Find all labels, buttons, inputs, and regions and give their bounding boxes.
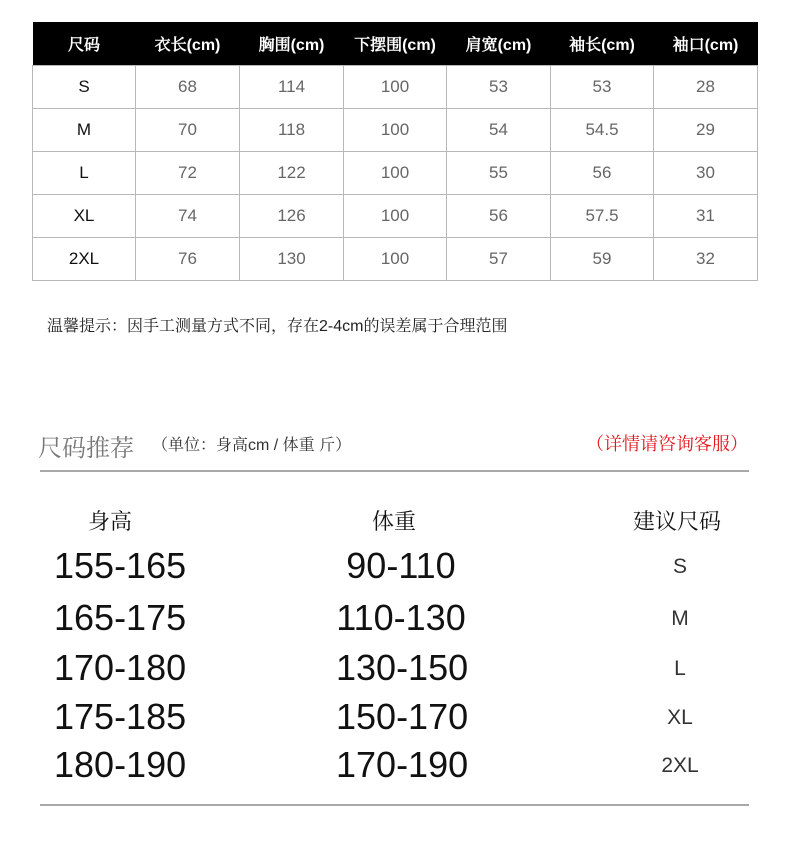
cell-shoulder: 53 <box>447 66 551 109</box>
recommendation-row <box>0 545 790 595</box>
cell-length: 68 <box>136 66 240 109</box>
rec-height: 175-185 <box>54 696 187 737</box>
header-chest: 胸围(cm) <box>240 22 344 66</box>
table-row <box>33 238 758 281</box>
rec-height: 165-175 <box>54 597 187 638</box>
header-suggested-size: 建议尺码 <box>633 509 722 534</box>
divider-bottom <box>40 804 749 806</box>
divider-top <box>40 470 749 472</box>
rec-height: 155-165 <box>54 545 187 586</box>
cell-length: 76 <box>136 238 240 281</box>
header-weight: 体重 <box>372 509 417 534</box>
table-row <box>33 109 758 152</box>
cell-cuff: 29 <box>654 109 758 152</box>
header-height: 身高 <box>88 509 133 534</box>
rec-size: 2XL <box>661 754 699 777</box>
cell-hem: 100 <box>344 109 447 152</box>
cell-sleeve-length: 56 <box>551 152 654 195</box>
header-length: 衣长(cm) <box>136 22 240 66</box>
cell-shoulder: 54 <box>447 109 551 152</box>
header-size: 尺码 <box>33 22 136 66</box>
cell-size: M <box>33 109 136 152</box>
cell-cuff: 31 <box>654 195 758 238</box>
cell-shoulder: 57 <box>447 238 551 281</box>
rec-height: 180-190 <box>54 744 187 785</box>
header-hem: 下摆围(cm) <box>344 22 447 66</box>
table-row <box>33 195 758 238</box>
recommendation-row <box>0 647 790 697</box>
cell-shoulder: 56 <box>447 195 551 238</box>
rec-size: S <box>672 555 687 578</box>
recommendation-row <box>0 597 790 647</box>
cell-chest: 130 <box>240 238 344 281</box>
table-row <box>33 66 758 109</box>
cell-sleeve-length: 57.5 <box>551 195 654 238</box>
cell-cuff: 32 <box>654 238 758 281</box>
cell-size: 2XL <box>33 238 136 281</box>
rec-size: XL <box>667 706 693 729</box>
size-table-header-row <box>33 22 758 66</box>
recommendation-row <box>0 696 790 746</box>
recommendation-title: 尺码推荐 <box>38 435 134 462</box>
cell-chest: 114 <box>240 66 344 109</box>
cell-cuff: 30 <box>654 152 758 195</box>
cell-cuff: 28 <box>654 66 758 109</box>
cell-chest: 118 <box>240 109 344 152</box>
cell-hem: 100 <box>344 238 447 281</box>
table-row <box>33 152 758 195</box>
cell-size: XL <box>33 195 136 238</box>
recommendation-unit-note: （单位：身高cm / 体重 斤） <box>152 437 352 454</box>
size-table <box>32 22 758 281</box>
recommendation-row <box>0 744 790 794</box>
cell-chest: 122 <box>240 152 344 195</box>
rec-weight: 90-110 <box>346 545 456 586</box>
cell-shoulder: 55 <box>447 152 551 195</box>
cell-size: S <box>33 66 136 109</box>
cell-sleeve-length: 54.5 <box>551 109 654 152</box>
measurement-tip: 温馨提示：因手工测量方式不同，存在2-4cm的误差属于合理范围 <box>47 318 508 335</box>
rec-weight: 110-130 <box>336 597 466 638</box>
header-cuff: 袖口(cm) <box>654 22 758 66</box>
cell-hem: 100 <box>344 152 447 195</box>
cell-size: L <box>33 152 136 195</box>
cell-length: 74 <box>136 195 240 238</box>
cell-sleeve-length: 59 <box>551 238 654 281</box>
contact-service-note: （详情请咨询客服） <box>586 434 748 454</box>
cell-hem: 100 <box>344 195 447 238</box>
rec-weight: 170-190 <box>336 744 469 785</box>
rec-weight: 150-170 <box>336 696 469 737</box>
cell-chest: 126 <box>240 195 344 238</box>
header-shoulder: 肩宽(cm) <box>447 22 551 66</box>
cell-length: 72 <box>136 152 240 195</box>
cell-hem: 100 <box>344 66 447 109</box>
rec-height: 170-180 <box>54 647 187 688</box>
rec-weight: 130-150 <box>336 647 469 688</box>
cell-sleeve-length: 53 <box>551 66 654 109</box>
header-sleeve-length: 袖长(cm) <box>551 22 654 66</box>
rec-size: M <box>671 607 689 630</box>
cell-length: 70 <box>136 109 240 152</box>
rec-size: L <box>674 657 686 680</box>
